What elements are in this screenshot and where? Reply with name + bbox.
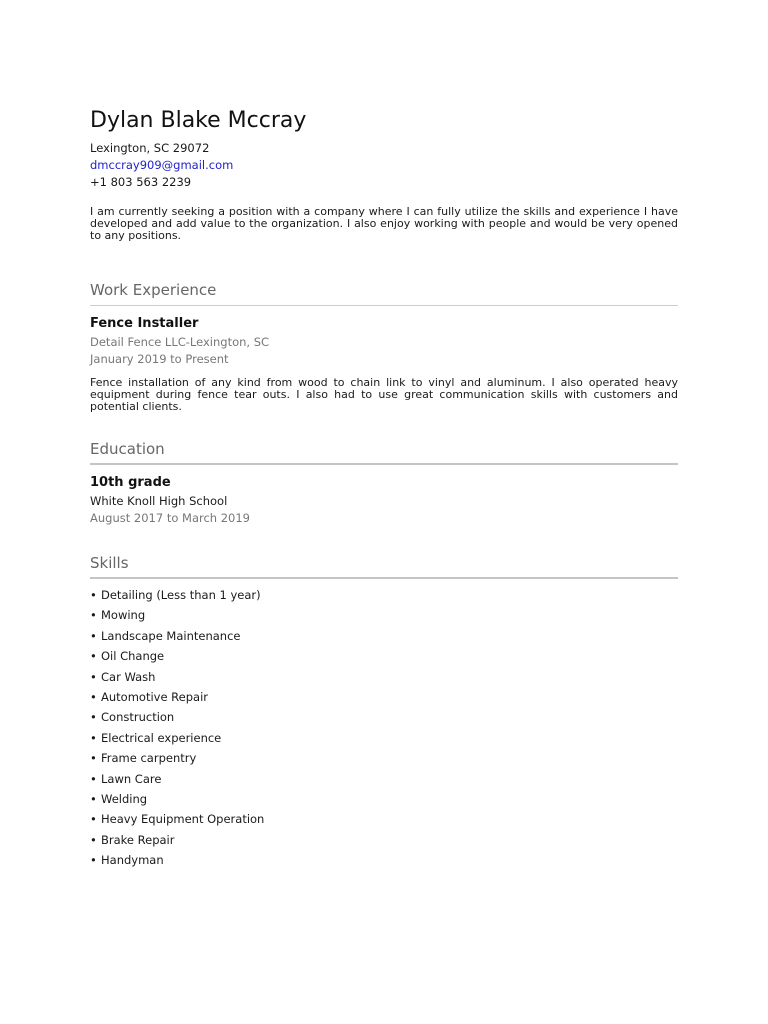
job-dates: January 2019 to Present <box>90 352 229 366</box>
education-school: White Knoll High School <box>90 494 228 508</box>
skills-heading: Skills <box>90 554 129 572</box>
bullet-icon: • <box>90 608 97 623</box>
education-heading: Education <box>90 440 165 458</box>
bullet-icon: • <box>90 588 97 602</box>
bullet-icon: • <box>90 689 97 704</box>
skill-item <box>90 688 264 708</box>
bullet-icon: • <box>90 832 97 847</box>
job-title: Fence Installer <box>90 316 199 331</box>
skill-item <box>90 851 264 871</box>
skill-item <box>90 790 264 810</box>
bullet-icon: • <box>90 669 97 684</box>
skills-list <box>90 586 264 871</box>
bullet-icon: • <box>90 812 97 827</box>
skill-label: Detailing (Less than 1 year) <box>101 588 261 602</box>
email-link[interactable]: dmccray909@gmail.com <box>90 158 234 172</box>
skill-label: Oil Change <box>101 649 165 664</box>
skill-label: Landscape Maintenance <box>101 628 241 643</box>
bullet-icon: • <box>90 730 97 745</box>
work-experience-divider <box>90 305 678 306</box>
skill-label: Automotive Repair <box>101 689 208 704</box>
skill-item <box>90 647 264 667</box>
skill-label: Construction <box>101 710 175 725</box>
skill-label: Frame carpentry <box>101 751 197 766</box>
skills-divider <box>90 577 678 579</box>
skill-item <box>90 729 264 749</box>
skill-label: Handyman <box>101 853 164 868</box>
bullet-icon: • <box>90 710 97 725</box>
skill-item <box>90 668 264 688</box>
bullet-icon: • <box>90 771 97 786</box>
skill-item <box>90 770 264 790</box>
location-text: Lexington, SC 29072 <box>90 141 210 155</box>
phone-text: +1 803 563 2239 <box>90 175 192 189</box>
skill-item <box>90 831 264 851</box>
skill-label: Welding <box>101 791 148 806</box>
bullet-icon: • <box>90 853 97 868</box>
skill-item <box>90 749 264 769</box>
work-experience-heading: Work Experience <box>90 281 217 299</box>
skill-label: Mowing <box>101 608 146 623</box>
skill-item <box>90 606 264 626</box>
bullet-icon: • <box>90 628 97 643</box>
skill-item <box>90 810 264 830</box>
skill-item <box>90 627 264 647</box>
job-description: Fence installation of any kind from wood to chain link to vinyl and aluminum. I also operated heavy equipment during fence tear outs. I also had to use great communication skills with customers and potential clients. <box>90 376 678 413</box>
bullet-icon: • <box>90 791 97 806</box>
skill-label: Brake Repair <box>101 832 175 847</box>
skill-label: Electrical experience <box>101 730 222 745</box>
education-degree: 10th grade <box>90 475 171 490</box>
bullet-icon: • <box>90 649 97 664</box>
skill-label: Heavy Equipment Operation <box>101 812 265 827</box>
education-divider <box>90 463 678 465</box>
job-company: Detail Fence LLC-Lexington, SC <box>90 335 270 349</box>
education-dates: August 2017 to March 2019 <box>90 511 251 525</box>
skill-label: Lawn Care <box>101 771 162 786</box>
skill-item <box>90 708 264 728</box>
candidate-name: Dylan Blake Mccray <box>90 108 307 133</box>
summary-paragraph: I am currently seeking a position with a company where I can fully utilize the skills and experience I have developed and add value to the organization. I also enjoy working with people and would be very opened to any positions. <box>90 205 678 242</box>
bullet-icon: • <box>90 751 97 766</box>
skill-item <box>90 586 264 606</box>
skill-label: Car Wash <box>101 669 156 684</box>
